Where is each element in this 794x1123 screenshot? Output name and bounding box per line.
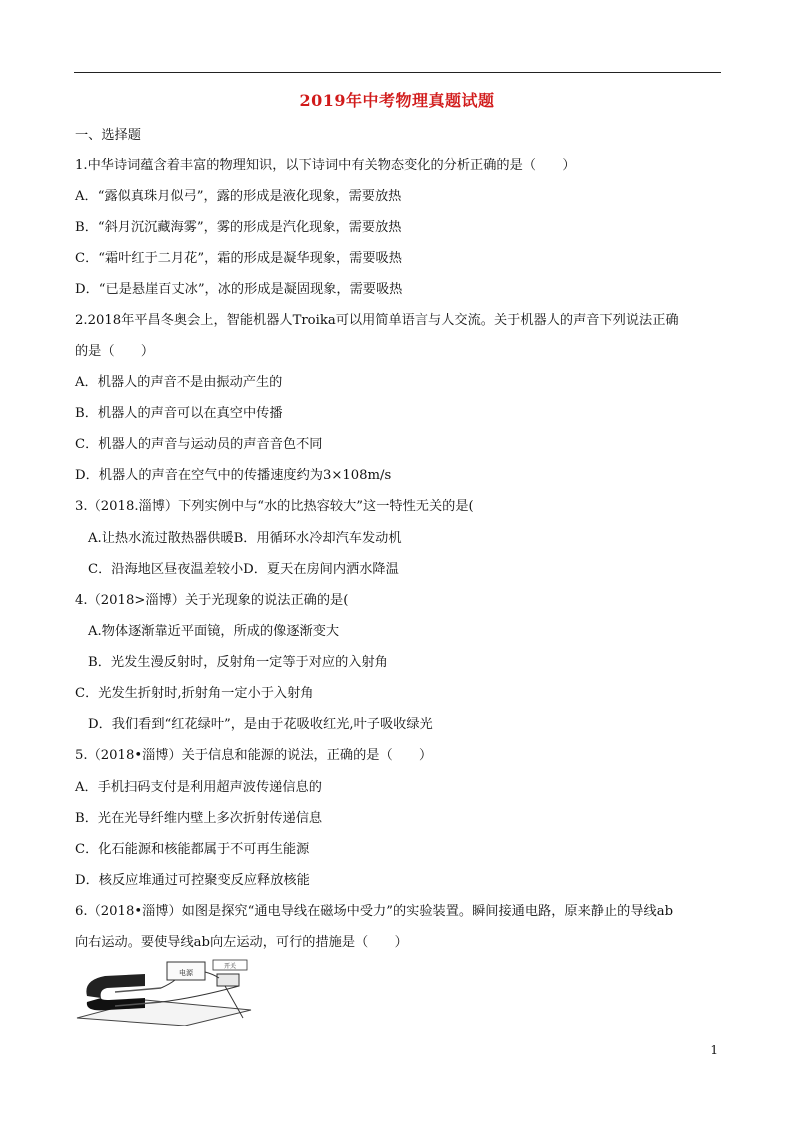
- q2-option-a: A．机器人的声音不是由振动产生的: [75, 375, 283, 390]
- switch-label: 开关: [223, 963, 237, 970]
- q3-options-ab: A.让热水流过散热器供暖B．用循环水冷却汽车发动机: [88, 531, 402, 546]
- q2-option-b: B．机器人的声音可以在真空中传播: [75, 406, 283, 421]
- q2-stem-line1: 2.2018年平昌冬奥会上，智能机器人Troika可以用简单语言与人交流。关于机器人的声音下列说法正确: [75, 313, 679, 328]
- q6-stem-line2: 向右运动。要使导线ab向左运动，可行的措施是（ ）: [75, 935, 408, 950]
- q6-stem-line1: 6.（2018•淄博）如图是探究“通电导线在磁场中受力”的实验装置。瞬间接通电路，原来静止的导线ab: [75, 904, 674, 919]
- q1-option-d: D．“已是悬崖百丈冰”，冰的形成是凝固现象，需要吸热: [75, 282, 403, 297]
- experiment-figure: [75, 958, 255, 1026]
- header-rule: [74, 72, 721, 73]
- q2-option-c: C．机器人的声音与运动员的声音音色不同: [75, 437, 323, 452]
- q2-option-d: D．机器人的声音在空气中的传播速度约为3×108m/s: [75, 468, 392, 483]
- q4-option-c: C．光发生折射时,折射角一定小于入射角: [75, 686, 314, 701]
- q4-option-d: D．我们看到“红花绿叶”，是由于花吸收红光,叶子吸收绿光: [88, 717, 433, 732]
- q3-options-cd: C．沿海地区昼夜温差较小D．夏天在房间内洒水降温: [88, 562, 399, 577]
- q1-stem: 1.中华诗词蕴含着丰富的物理知识，以下诗词中有关物态变化的分析正确的是（ ）: [75, 158, 576, 173]
- q2-stem-line2: 的是（ ）: [75, 344, 155, 359]
- wire: [161, 980, 175, 988]
- rail: [115, 988, 161, 992]
- q4-option-b: B．光发生漫反射时，反射角一定等于对应的入射角: [88, 655, 388, 670]
- section-heading: 一、选择题: [75, 128, 141, 143]
- q1-option-b: B．“斜月沉沉藏海雾”，雾的形成是汽化现象，需要放热: [75, 220, 402, 235]
- q5-option-b: B．光在光导纤维内壁上多次折射传递信息: [75, 811, 323, 826]
- q5-option-a: A．手机扫码支付是利用超声波传递信息的: [75, 780, 322, 795]
- q4-stem: 4.（2018>淄博）关于光现象的说法正确的是(: [75, 593, 349, 608]
- power-supply-label: 电源: [179, 969, 193, 977]
- q4-option-a: A.物体逐渐靠近平面镜，所成的像逐渐变大: [88, 624, 340, 639]
- wire: [161, 986, 239, 1002]
- q1-option-c: C．“霜叶红于二月花”，霜的形成是凝华现象，需要吸热: [75, 251, 402, 266]
- page-title: 2019年中考物理真题试题: [299, 91, 495, 110]
- q3-stem: 3.（2018.淄博）下列实例中与“水的比热容较大”这一特性无关的是(: [75, 499, 474, 514]
- q5-option-c: C．化石能源和核能都属于不可再生能源: [75, 842, 310, 857]
- switch: [217, 974, 239, 986]
- q5-option-d: D．核反应堆通过可控聚变反应释放核能: [75, 873, 310, 888]
- page-number: 1: [710, 1043, 718, 1057]
- q1-option-a: A．“露似真珠月似弓”，露的形成是液化现象，需要放热: [75, 189, 402, 204]
- q5-stem: 5.（2018•淄博）关于信息和能源的说法，正确的是（ ）: [75, 748, 433, 763]
